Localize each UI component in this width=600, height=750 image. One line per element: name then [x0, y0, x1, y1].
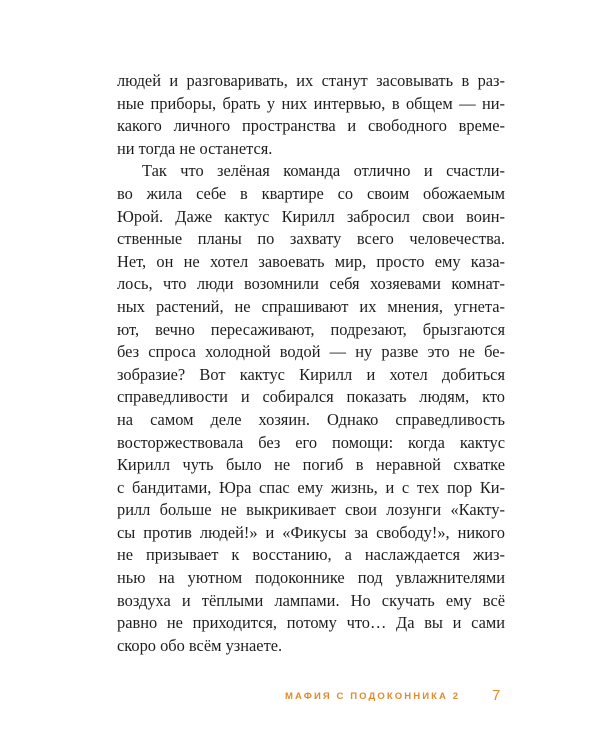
text-line: ют, вечно пересаживают, подрезают, брызгаются: [117, 319, 505, 339]
text-line: справедливости и собирался показать людям, кто: [117, 387, 505, 407]
text-line: ни тогда не останется.: [117, 138, 273, 158]
text-line: Так что зелёная команда отлично и счастли-: [142, 161, 505, 181]
text-line: зобразие? Вот кактус Кирилл и хотел добиться: [117, 364, 505, 384]
text-line: Кирилл чуть было не погиб в неравной схватке: [117, 455, 505, 475]
text-line: равно не приходится, потому что… Да вы и сами: [117, 613, 505, 633]
text-line: скоро обо всём узнаете.: [117, 635, 283, 655]
paragraph-1: [117, 70, 505, 160]
text-line: Юрой. Даже кактус Кирилл забросил свои воин-: [117, 206, 505, 226]
text-line: нью на уютном подоконнике под увлажнителями: [117, 568, 505, 588]
text-line: Нет, он не хотел завоевать мир, просто ему каза-: [117, 251, 505, 271]
text-line: во жила себе в квартире со своим обожаемым: [117, 183, 505, 203]
text-line: какого личного пространства и свободного време-: [117, 116, 505, 136]
running-footer-title: МАФИЯ С ПОДОКОННИКА 2: [285, 691, 461, 702]
page-number: 7: [492, 687, 501, 704]
text-line: лось, что люди возомнили себя хозяевами комнат-: [117, 274, 505, 294]
paragraph-2: [117, 160, 505, 657]
text-line: на самом деле хозяин. Однако справедливость: [117, 409, 505, 429]
text-line: не призывает к восстанию, а наслаждается жиз-: [117, 545, 505, 565]
text-line: рилл больше не выкрикивает свои лозунги «Какту-: [117, 500, 505, 520]
text-line: с бандитами, Юра спас ему жизнь, и с тех пор Ки-: [117, 477, 505, 497]
text-line: людей и разговаривать, их станут засовывать в раз-: [117, 71, 505, 90]
text-line: ственные планы по захвату всего человечества.: [117, 229, 505, 249]
text-line: ных растений, не спрашивают их мнения, угнета-: [117, 296, 505, 316]
body-text: [117, 70, 505, 657]
text-line: воздуха и тёплыми лампами. Но скучать ему всё: [117, 590, 505, 610]
text-line: сы против людей!» и «Фикусы за свободу!», никого: [117, 522, 505, 542]
text-line: восторжествовала без его помощи: когда кактус: [117, 432, 505, 452]
text-line: без спроса холодной водой — ну разве это не бе-: [117, 342, 505, 362]
text-line: ные приборы, брать у них интервью, в общем — ни-: [117, 93, 505, 113]
